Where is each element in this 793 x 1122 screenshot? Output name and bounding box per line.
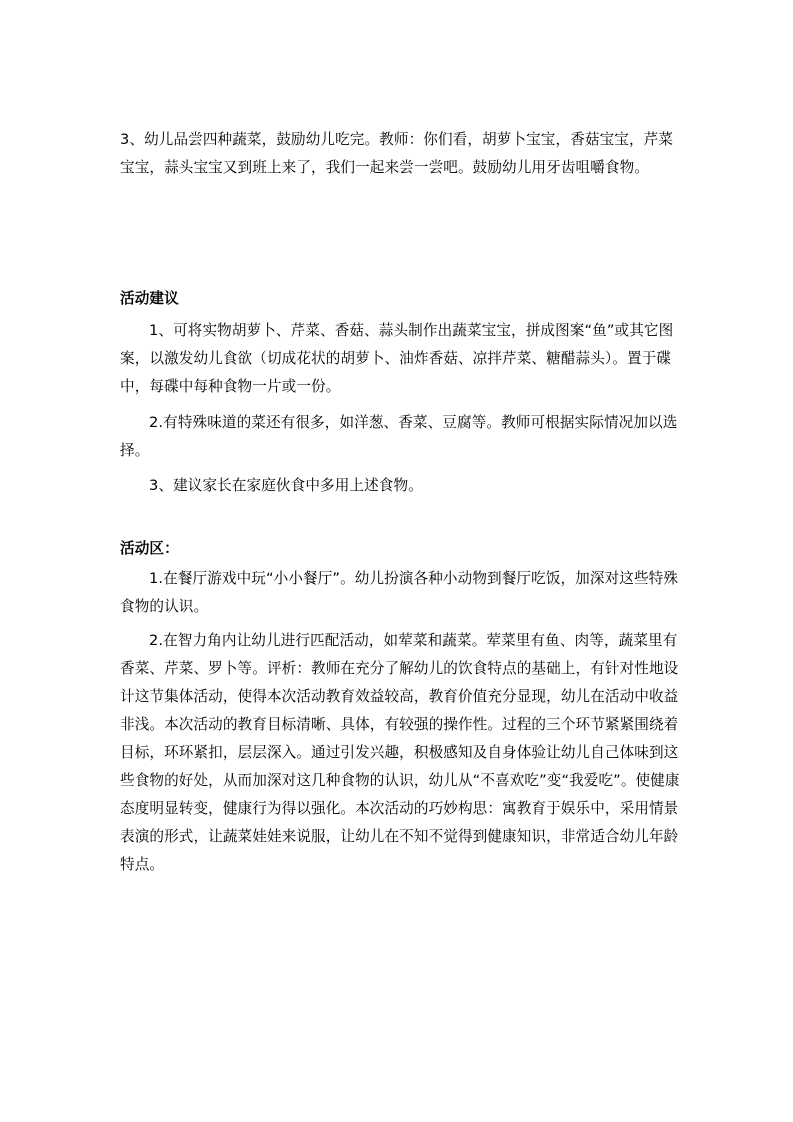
section-heading-activity-suggestions: 活动建议	[120, 290, 179, 307]
suggestion-item-1: 1、可将实物胡萝卜、芹菜、香菇、蒜头制作出蔬菜宝宝，拼成图案“鱼”或其它图案，以激发幼儿食欲（切成花状的胡萝卜、油炸香菇、凉拌芹菜、糖醋蒜头）。置于碟中，每碟中每种食物一片或一份。	[120, 322, 674, 395]
paragraph-step-3: 3、幼儿品尝四种蔬菜，鼓励幼儿吃完。教师：你们看，胡萝卜宝宝，香菇宝宝，芹菜宝宝，蒜头宝宝又到班上来了，我们一起来尝一尝吧。鼓励幼儿用牙齿咀嚼食物。	[120, 131, 674, 176]
suggestion-item-3: 3、建议家长在家庭伙食中多用上述食物。	[149, 477, 423, 494]
section-heading-activity-area: 活动区：	[120, 540, 179, 557]
activity-area-item-2: 2.在智力角内让幼儿进行匹配活动，如荤菜和蔬菜。荤菜里有鱼、肉等，蔬菜里有香菜、芹菜、罗卜等。评析：教师在充分了解幼儿的饮食特点的基础上，有针对性地设计这节集体活动，使得本次活动教育效益较高，教育价值充分显现，幼儿在活动中收益非浅。本次活动的教育目标清晰、具体，有较强的操作性。过程的三个环节紧紧围绕着目标，环环紧扣，层层深入。通过引发兴趣，积极感知及自身体验让幼儿自己体味到这些食物的好处，从而加深对这几种食物的认识，幼儿从“不喜欢吃”变“我爱吃”。使健康态度明显转变，健康行为得以强化。本次活动的巧妙构思：寓教育于娱乐中，采用情景表演的形式，让蔬菜娃娃来说服，让幼儿在不知不觉得到健康知识，非常适合幼儿年龄特点。	[120, 632, 680, 873]
suggestion-item-2: 2.有特殊味道的菜还有很多，如洋葱、香菜、豆腐等。教师可根据实际情况加以选择。	[120, 414, 678, 459]
activity-area-item-1: 1.在餐厅游戏中玩“小小餐厅”。幼儿扮演各种小动物到餐厅吃饭，加深对这些特殊食物的认识。	[120, 570, 679, 615]
